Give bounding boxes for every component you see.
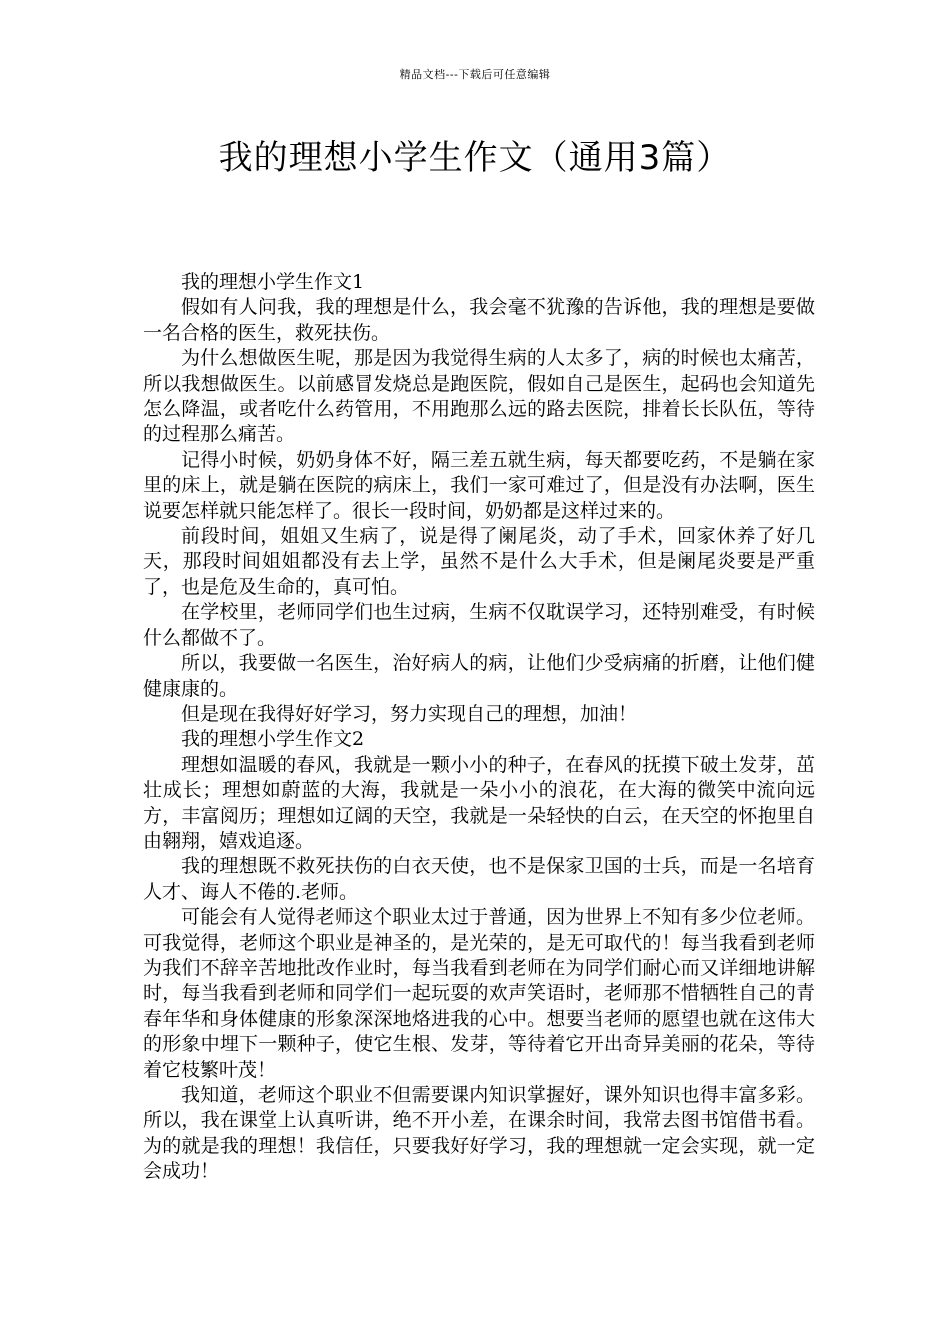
paragraph: 前段时间，姐姐又生病了，说是得了阑尾炎，动了手术，回家休养了好几天，那段时间姐姐都没有去上学，虽然不是什么大手术，但是阑尾炎要是严重了，也是危及生命的，真可怕。 <box>143 525 815 598</box>
paragraph: 假如有人问我，我的理想是什么，我会毫不犹豫的告诉他，我的理想是要做一名合格的医生，救死扶伤。 <box>143 296 815 344</box>
section-heading-2: 我的理想小学生作文2 <box>181 728 365 751</box>
paragraph: 但是现在我得好好学习，努力实现自己的理想，加油！ <box>181 702 638 725</box>
document-title: 我的理想小学生作文（通用3篇） <box>218 138 732 178</box>
section-heading-1: 我的理想小学生作文1 <box>181 271 365 293</box>
paragraph: 可能会有人觉得老师这个职业太过于普通，因为世界上不知有多少位老师。可我觉得，老师这个职业是神圣的，是光荣的，是无可取代的！每当我看到老师为我们不辞辛苦地批改作业时，每当我看到老师在为同学们耐心而又详细地讲解时，每当我看到老师和同学们一起玩耍的欢声笑语时，老师那不惜牺牲自己的青春年华和身体健康的形象深深地烙进我的心中。想要当老师的愿望也就在这伟大的形象中埋下一颗种子，使它生根、发芽，等待着它开出奇异美丽的花朵，等待着它枝繁叶茂！ <box>143 906 815 1081</box>
paragraph: 记得小时候，奶奶身体不好，隔三差五就生病，每天都要吃药，不是躺在家里的床上，就是躺在医院的病床上，我们一家可难过了，但是没有办法啊，医生说要怎样就只能怎样了。很长一段时间，奶奶都是这样过来的。 <box>143 448 815 522</box>
paragraph: 理想如温暖的春风，我就是一颗小小的种子，在春风的抚摸下破土发芽，茁壮成长；理想如蔚蓝的大海，我就是一朵小小的浪花，在大海的微笑中流向远方，丰富阅历；理想如辽阔的天空，我就是一朵轻快的白云，在天空的怀抱里自由翱翔，嬉戏追逐。 <box>143 753 815 852</box>
paragraph: 在学校里，老师同学们也生过病，生病不仅耽误学习，还特别难受，有时候什么都做不了。 <box>143 601 815 649</box>
paragraph: 为什么想做医生呢，那是因为我觉得生病的人太多了，病的时候也太痛苦，所以我想做医生。以前感冒发烧总是跑医院，假如自己是医生，起码也会知道先怎么降温，或者吃什么药管用，不用跑那么远的路去医院，排着长长队伍，等待的过程那么痛苦。 <box>143 347 815 446</box>
paragraph: 我知道，老师这个职业不但需要课内知识掌握好，课外知识也得丰富多彩。所以，我在课堂上认真听讲，绝不开小差，在课余时间，我常去图书馆借书看。为的就是我的理想！我信任，只要我好好学习，我的理想就一定会实现，就一定会成功！ <box>143 1084 815 1183</box>
paragraph: 所以，我要做一名医生，治好病人的病，让他们少受病痛的折磨，让他们健健康康的。 <box>143 652 815 700</box>
header-note: 精品文档---下载后可任意编辑 <box>399 68 551 81</box>
document-body <box>143 270 815 1185</box>
paragraph: 我的理想既不救死扶伤的白衣天使，也不是保家卫国的士兵，而是一名培育人才、诲人不倦的.老师。 <box>143 855 815 903</box>
